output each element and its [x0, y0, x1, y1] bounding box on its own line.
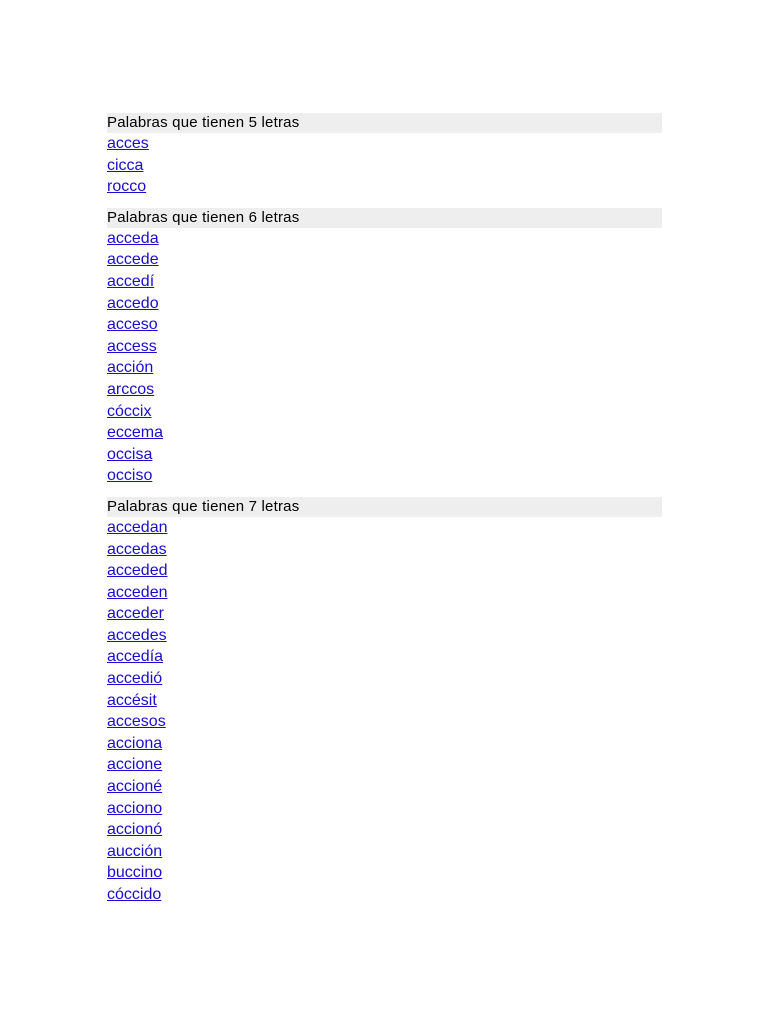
- list-item: [107, 625, 662, 647]
- word-link[interactable]: occisa: [107, 445, 153, 463]
- word-list-page: [107, 113, 662, 906]
- word-list: [107, 517, 662, 906]
- list-item: [107, 776, 662, 798]
- section-heading: Palabras que tienen 5 letras: [107, 113, 662, 133]
- word-link[interactable]: cóccido: [107, 886, 162, 903]
- list-item: [107, 560, 662, 582]
- word-link[interactable]: accesos: [107, 713, 166, 731]
- list-item: [107, 517, 662, 539]
- list-item: [107, 379, 662, 401]
- list-item: [107, 422, 662, 444]
- list-item: [107, 582, 662, 604]
- word-link[interactable]: accione: [107, 756, 163, 774]
- section-heading: Palabras que tienen 6 letras: [107, 208, 662, 228]
- word-link[interactable]: arccos: [107, 380, 155, 398]
- word-section: [107, 208, 662, 487]
- list-item: [107, 336, 662, 358]
- word-link[interactable]: accedo: [107, 294, 159, 312]
- list-item: [107, 539, 662, 561]
- list-item: [107, 314, 662, 336]
- section-heading: Palabras que tienen 7 letras: [107, 497, 662, 517]
- word-link[interactable]: accedí: [107, 272, 155, 290]
- word-list: [107, 228, 662, 487]
- word-link[interactable]: acciona: [107, 734, 163, 752]
- list-item: [107, 798, 662, 820]
- word-link[interactable]: accede: [107, 251, 159, 269]
- word-link[interactable]: accedes: [107, 626, 167, 644]
- word-link[interactable]: accionó: [107, 821, 163, 839]
- word-link[interactable]: accedas: [107, 540, 167, 558]
- list-item: [107, 465, 662, 487]
- list-item: [107, 155, 662, 177]
- list-item: [107, 271, 662, 293]
- list-item: [107, 754, 662, 776]
- word-link[interactable]: accésit: [107, 691, 157, 709]
- word-link[interactable]: cicca: [107, 156, 144, 174]
- word-link[interactable]: occiso: [107, 467, 153, 485]
- word-link[interactable]: acceda: [107, 229, 159, 247]
- word-link[interactable]: acceded: [107, 562, 168, 580]
- word-link[interactable]: acces: [107, 135, 149, 152]
- list-item: [107, 176, 662, 198]
- word-link[interactable]: acceso: [107, 316, 158, 334]
- list-item: [107, 133, 662, 155]
- list-item: [107, 884, 662, 906]
- word-link[interactable]: rocco: [107, 178, 147, 196]
- word-link[interactable]: accedía: [107, 648, 164, 666]
- list-item: [107, 603, 662, 625]
- word-link[interactable]: accioné: [107, 778, 163, 796]
- word-link[interactable]: accedan: [107, 518, 168, 536]
- word-link[interactable]: cóccix: [107, 402, 152, 420]
- word-link[interactable]: acción: [107, 359, 154, 377]
- list-item: [107, 841, 662, 863]
- list-item: [107, 249, 662, 271]
- word-link[interactable]: buccino: [107, 864, 163, 882]
- word-list: [107, 133, 662, 198]
- word-link[interactable]: acciono: [107, 799, 163, 817]
- list-item: [107, 646, 662, 668]
- list-item: [107, 668, 662, 690]
- word-section: [107, 113, 662, 198]
- list-item: [107, 444, 662, 466]
- list-item: [107, 228, 662, 250]
- word-link[interactable]: aucción: [107, 842, 163, 860]
- word-section: [107, 497, 662, 906]
- list-item: [107, 690, 662, 712]
- list-item: [107, 711, 662, 733]
- word-link[interactable]: acceder: [107, 605, 164, 623]
- list-item: [107, 293, 662, 315]
- list-item: [107, 401, 662, 423]
- word-link[interactable]: acceden: [107, 583, 168, 601]
- word-link[interactable]: accedió: [107, 670, 163, 688]
- list-item: [107, 862, 662, 884]
- word-link[interactable]: access: [107, 337, 157, 355]
- list-item: [107, 733, 662, 755]
- list-item: [107, 819, 662, 841]
- list-item: [107, 357, 662, 379]
- word-link[interactable]: eccema: [107, 424, 164, 442]
